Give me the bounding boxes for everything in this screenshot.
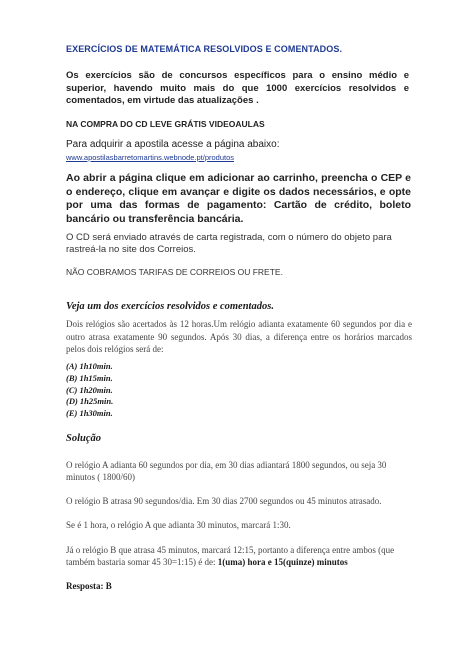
acquire-colon: : <box>276 139 280 150</box>
option-c: (C) 1h20min. <box>66 384 113 395</box>
cd-delivery-info: O CD será enviado através de carta registrada, com o número do objeto para rastreá-la no site dos Correios. <box>66 232 392 255</box>
purchase-instructions: Ao abrir a página clique em adicionar ao carrinho, preencha o CEP e o endereço, clique em avançar e digite os dados necessários, e opte por uma das formas de pagamento: Cartão de crédito, boleto bancário ou transferência bancária. <box>66 172 411 225</box>
solution-heading: Solução <box>66 433 102 444</box>
acquire-text: Para adquirir a apostila acesse a página abaixo <box>66 139 277 150</box>
option-b: (B) 1h15min. <box>66 372 113 383</box>
intro-paragraph: Os exercícios são de concursos específicos para o ensino médio e superior, havendo muito mais do que 1000 exercícios resolvidos e comentados, em virtude das atualizações . <box>66 70 409 106</box>
option-d: (D) 1h25min. <box>66 396 114 407</box>
document-title: EXERCÍCIOS DE MATEMÁTICA RESOLVIDOS E COMENTADOS. <box>66 44 343 54</box>
offer-line: NA COMPRA DO CD LEVE GRÁTIS VIDEOAULAS <box>66 119 265 129</box>
solution-paragraph-3: Se é 1 hora, o relógio A que adianta 30 minutos, marcará 1:30. <box>66 520 291 530</box>
solution-paragraph-1: O relógio A adianta 60 segundos por dia, em 30 dias adiantará 1800 segundos, ou seja 30 minutos ( 1800/60) <box>66 460 387 482</box>
acquire-line <box>66 139 279 150</box>
solution-paragraph-2: O relógio B atrasa 90 segundos/dia. Em 30 dias 2700 segundos ou 45 minutos atrasado. <box>66 496 382 506</box>
solution-paragraph-4 <box>66 544 414 568</box>
exercise-heading: Veja um dos exercícios resolvidos e comentados. <box>66 301 274 312</box>
no-charge-notice: NÃO COBRAMOS TARIFAS DE CORREIOS OU FRETE. <box>66 267 283 277</box>
answer-line: Resposta: B <box>66 581 112 591</box>
option-e: (E) 1h30min. <box>66 408 113 419</box>
option-a: (A) 1h10min. <box>66 361 113 371</box>
solution-paragraph-4-text: Já o relógio B que atrasa 45 minutos, marcará 12:15, portanto a diferença entre ambos (que também bastaria somar 45 30=1:15) é de: <box>66 545 395 567</box>
products-link[interactable]: www.apostilasbarretomartins.webnode.pt/produtos <box>66 153 235 162</box>
answer-options <box>66 361 113 420</box>
problem-statement: Dois relógios são acertados às 12 horas.Um relógio adianta exatamente 60 segundos por dia e outro atrasa exatamente 90 segundos. Após 30 dias, a diferença entre os horários marcados pelos dois relógios será de: <box>66 319 412 354</box>
solution-result: 1(uma) hora e 15(quinze) minutos <box>217 557 348 567</box>
